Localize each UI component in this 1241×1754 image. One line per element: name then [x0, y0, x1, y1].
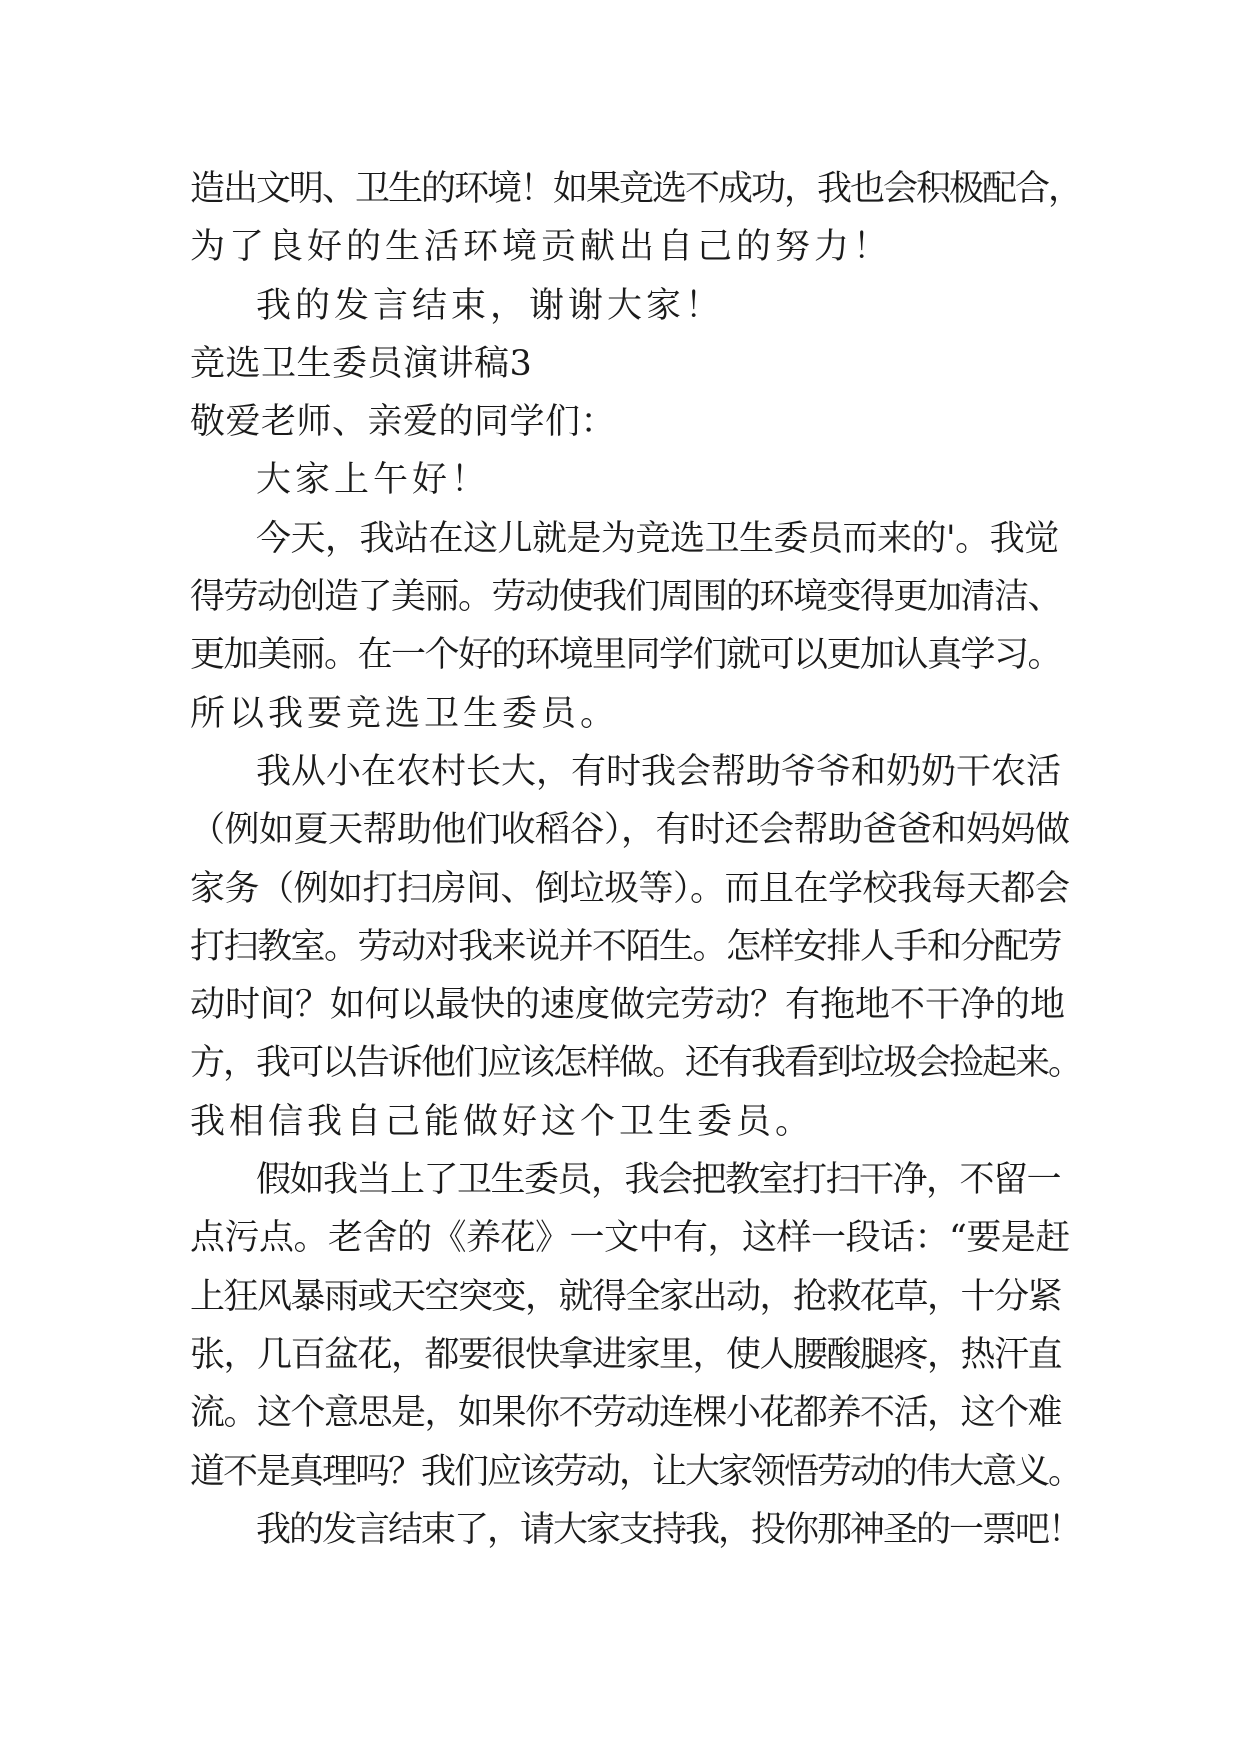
text-line: 道不是真理吗？我们应该劳动，让大家领悟劳动的伟大意义。	[190, 1451, 1082, 1492]
text-line: 我的发言结束，谢谢大家！	[256, 285, 725, 326]
section-heading: 竞选卫生委员演讲稿3	[190, 343, 533, 384]
speech-text-body	[190, 160, 1082, 1559]
text-line: 动时间？如何以最快的速度做完劳动？有拖地不干净的地	[190, 985, 1066, 1026]
text-line: 假如我当上了卫生委员，我会把教室打扫干净，不留一	[256, 1160, 1061, 1201]
text-line: 上狂风暴雨或天空突变，就得全家出动，抢救花草，十分紧	[190, 1276, 1062, 1317]
text-line: 所以我要竞选卫生委员。	[190, 693, 620, 734]
text-line: 更加美丽。在一个好的环境里同学们就可以更加认真学习。	[190, 635, 1062, 676]
text-line: 大家上午好！	[256, 460, 491, 501]
text-line: 家务（例如打扫房间、倒垃圾等）。而且在学校我每天都会	[190, 868, 1070, 909]
text-line: 点污点。老舍的《养花》一文中有，这样一段话：“要是赶	[190, 1218, 1070, 1259]
text-line: 流。这个意思是，如果你不劳动连棵小花都养不活，这个难	[190, 1393, 1062, 1434]
text-line: 张，几百盆花，都要很快拿进家里，使人腰酸腿疼，热汗直	[190, 1334, 1062, 1375]
salutation: 敬爱老师、亲爱的同学们：	[190, 402, 617, 443]
text-line: 打扫教室。劳动对我来说并不陌生。怎样安排人手和分配劳	[190, 926, 1062, 967]
text-line: 方，我可以告诉他们应该怎样做。还有我看到垃圾会捡起来。	[190, 1043, 1082, 1084]
text-line: （例如夏天帮助他们收稻谷），有时还会帮助爸爸和妈妈做	[190, 810, 1070, 851]
text-line: 今天，我站在这儿就是为竞选卫生委员而来的'。我觉	[256, 518, 1059, 559]
text-line: 造出文明、卫生的环境！如果竞选不成功，我也会积极配合，	[190, 169, 1082, 209]
text-line: 得劳动创造了美丽。劳动使我们周围的环境变得更加清洁、	[190, 577, 1062, 618]
text-line: 我相信我自己能做好这个卫生委员。	[190, 1101, 815, 1142]
text-line: 我的发言结束了，请大家支持我，投你那神圣的一票吧！	[256, 1509, 1082, 1550]
text-line: 我从小在农村长大，有时我会帮助爷爷和奶奶干农活	[256, 751, 1062, 792]
text-line: 为了良好的生活环境贡献出自己的努力！	[190, 227, 893, 268]
